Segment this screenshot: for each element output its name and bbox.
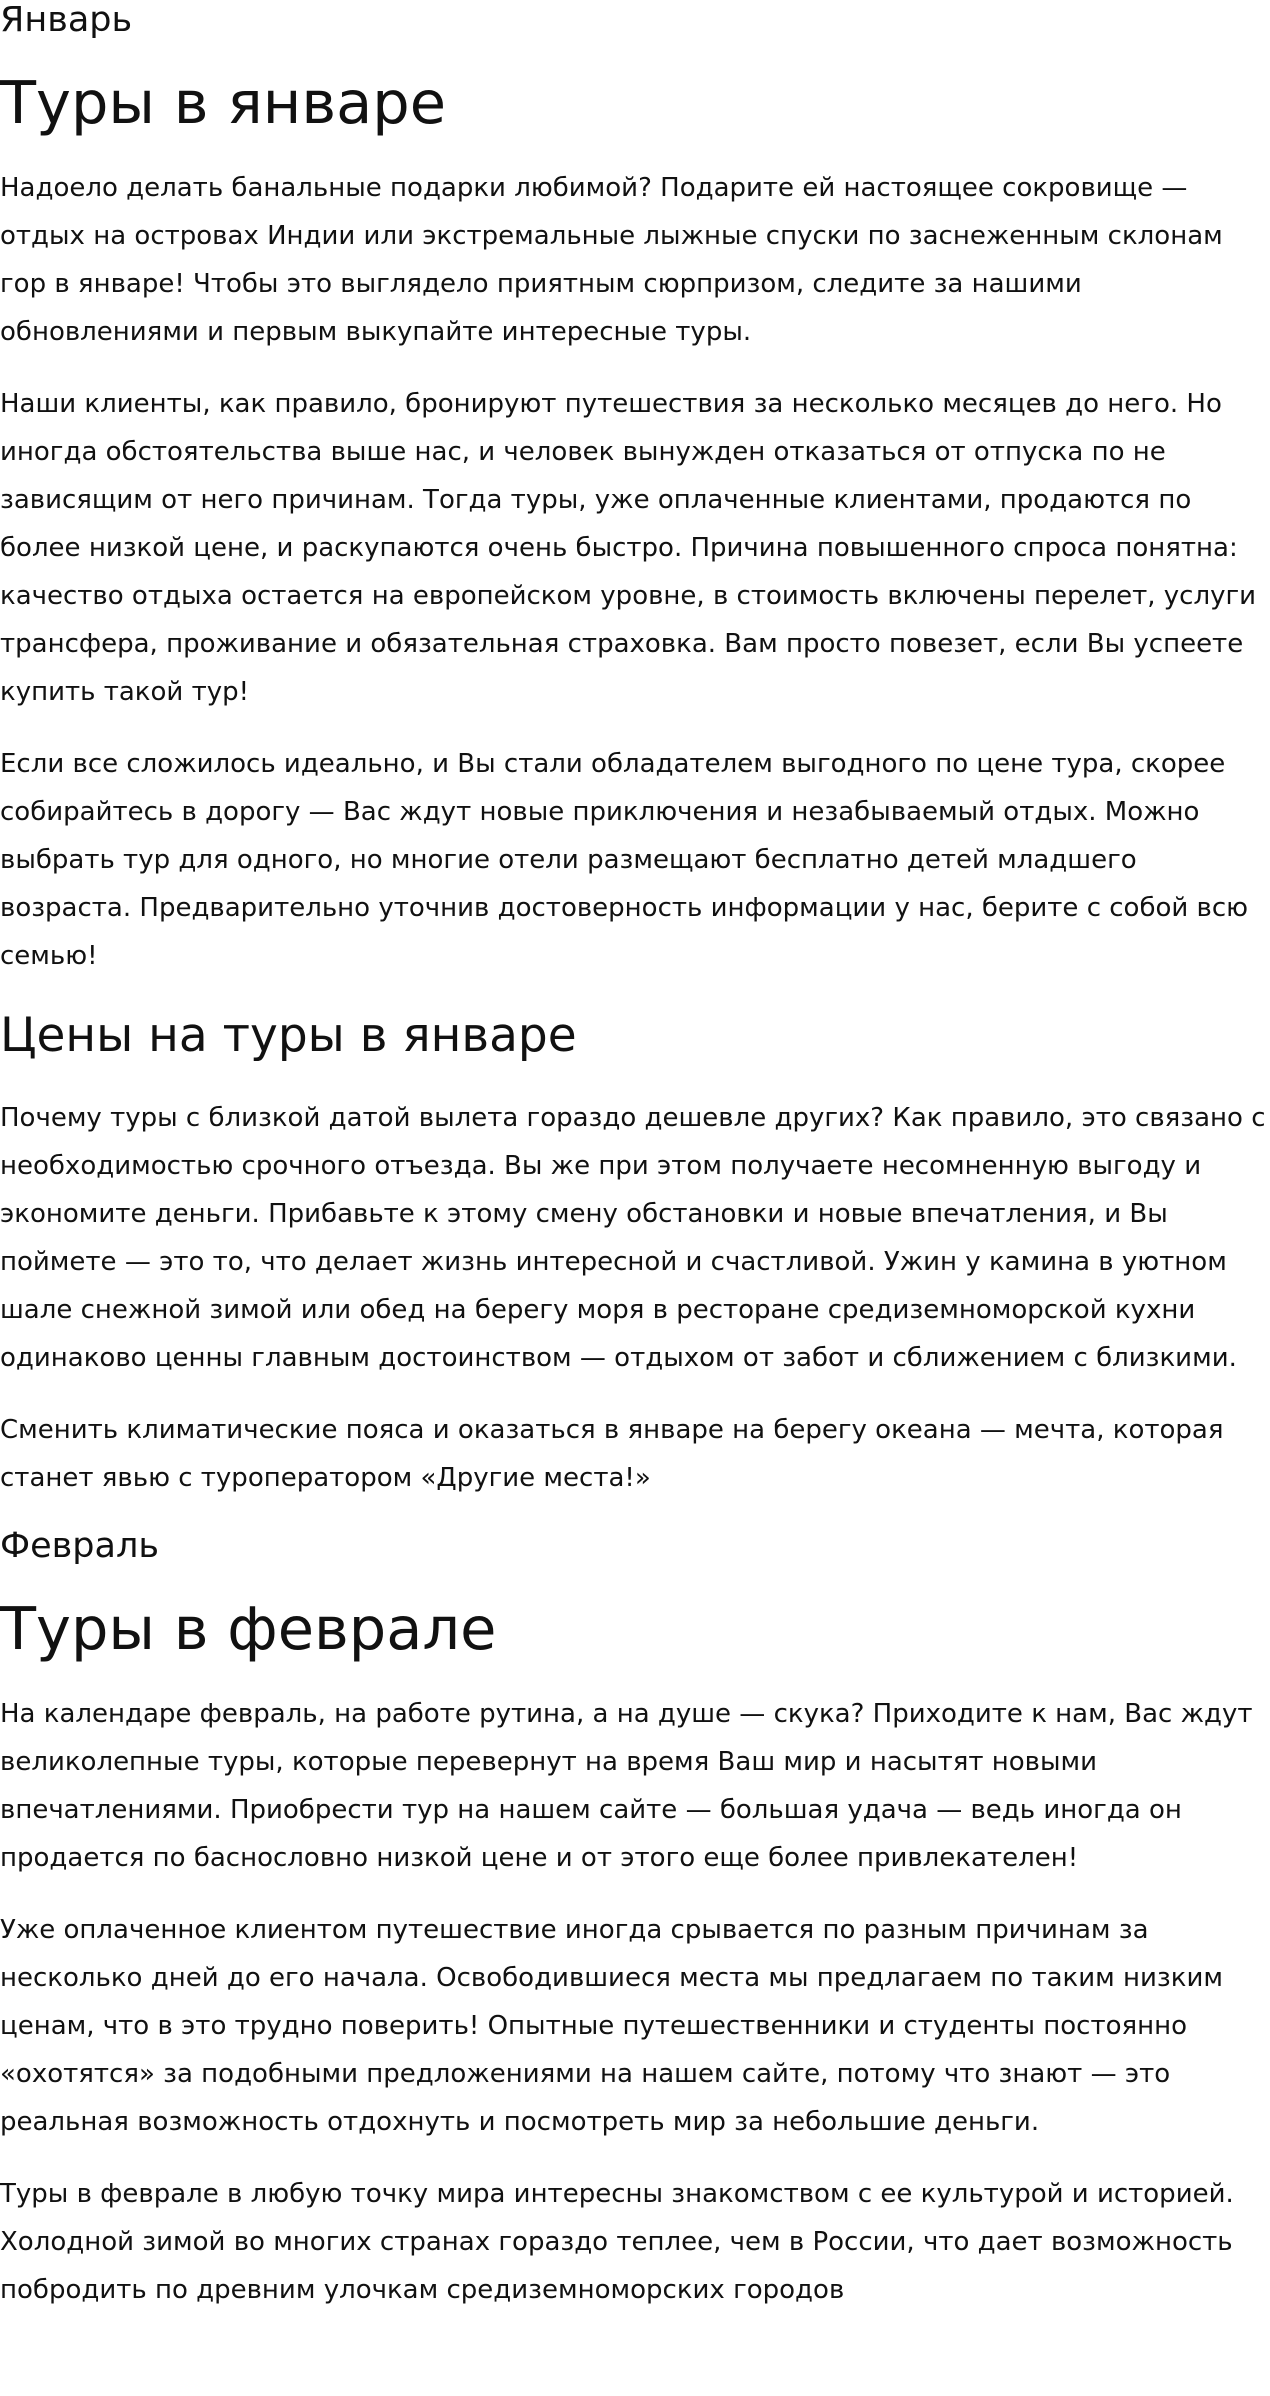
month-label-february: Февраль [0, 1526, 159, 1566]
january-paragraph-1: Надоело делать банальные подарки любимой? Подарите ей настоящее сокровище — отдых на островах Индии или экстремальные лыжные спуски по заснеженным склонам гор в январе! Чтобы это выглядело приятным сюрпризом, следите за нашими обновлениями и первым выкупайте интересные туры. [0, 173, 1223, 347]
prices-paragraph-2: Сменить климатические пояса и оказаться в январе на берегу океана — мечта, которая станет явью с туроператором «Другие места!» [0, 1415, 1224, 1493]
month-label-january: Январь [0, 0, 133, 40]
title-tours-january: Туры в январе [0, 68, 447, 137]
title-tours-february: Туры в феврале [0, 1594, 497, 1663]
january-paragraph-3: Если все сложилось идеально, и Вы стали обладателем выгодного по цене тура, скорее собирайтесь в дорогу — Вас ждут новые приключения и незабываемый отдых. Можно выбрать тур для одного, но многие отели размещают бесплатно детей младшего возраста. Предварительно уточнив достоверность информации у нас, берите с собой всю семью! [0, 749, 1249, 971]
january-paragraph-2: Наши клиенты, как правило, бронируют путешествия за несколько месяцев до него. Но иногда обстоятельства выше нас, и человек вынужден отказаться от отпуска по не зависящим от него причинам. Тогда туры, уже оплаченные клиентами, продаются по более низкой цене, и раскупаются очень быстро. Причина повышенного спроса понятна: качество отдыха остается на европейском уровне, в стоимость включены перелет, услуги трансфера, проживание и обязательная страховка. Вам просто повезет, если Вы успеете купить такой тур! [0, 389, 1257, 707]
prices-paragraph-1: Почему туры с близкой датой вылета гораздо дешевле других? Как правило, это связано с необходимостью срочного отъезда. Вы же при этом получаете несомненную выгоду и экономите деньги. Прибавьте к этому смену обстановки и новые впечатления, и Вы поймете — это то, что делает жизнь интересной и счастливой. Ужин у камина в уютном шале снежной зимой или обед на берегу моря в ресторане средиземноморской кухни одинаково ценны главным достоинством — отдыхом от забот и сближением с близкими. [0, 1103, 1266, 1373]
february-paragraph-2: Уже оплаченное клиентом путешествие иногда срывается по разным причинам за несколько дней до его начала. Освободившиеся места мы предлагаем по таким низким ценам, что в это трудно поверить! Опытные путешественники и студенты постоянно «охотятся» за подобными предложениями на нашем сайте, потому что знают — это реальная возможность отдохнуть и посмотреть мир за небольшие деньги. [0, 1915, 1223, 2137]
title-prices-january: Цены на туры в январе [0, 1008, 577, 1063]
february-paragraph-3: Туры в феврале в любую точку мира интересны знакомством с ее культурой и историей. Холодной зимой во многих странах гораздо теплее, чем в России, что дает возможность побродить по древним улочкам средиземноморских городов [0, 2179, 1234, 2305]
february-paragraph-1: На календаре февраль, на работе рутина, а на душе — скука? Приходите к нам, Вас ждут великолепные туры, которые перевернут на время Ваш мир и насытят новыми впечатлениями. Приобрести тур на нашем сайте — большая удача — ведь иногда он продается по баснословно низкой цене и от этого еще более привлекателен! [0, 1699, 1253, 1873]
